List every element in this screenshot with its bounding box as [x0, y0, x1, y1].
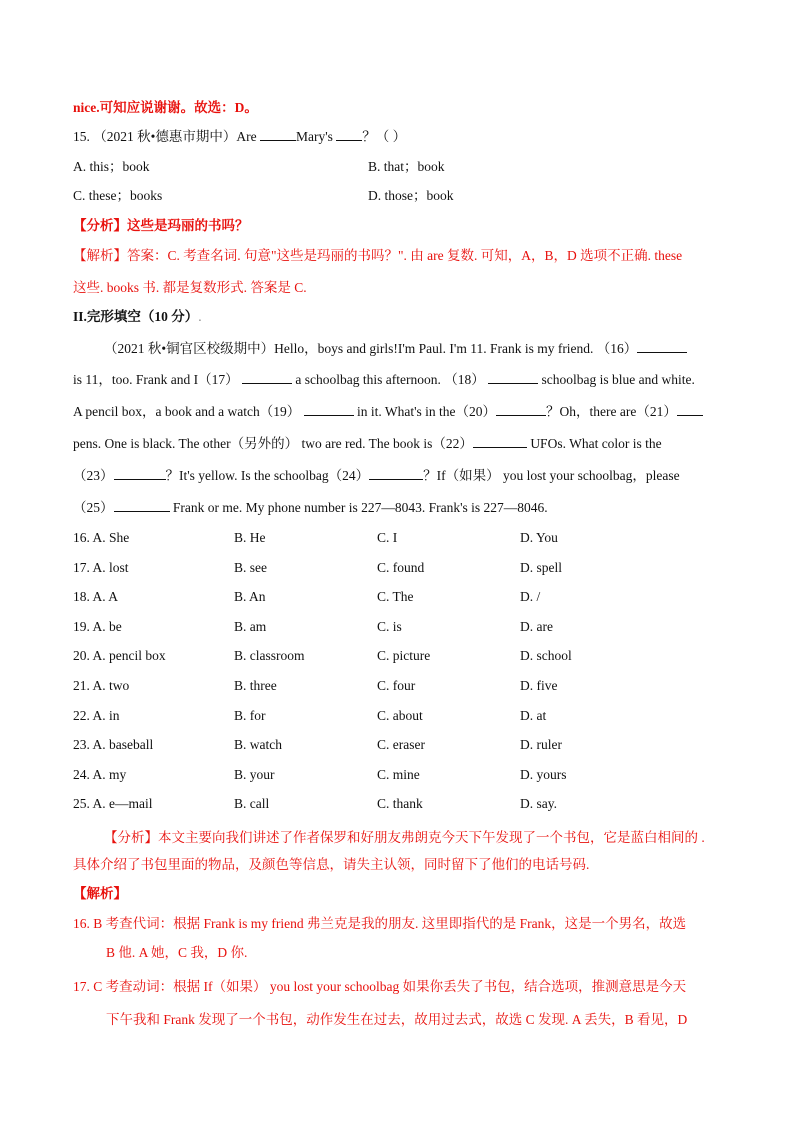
q15-option-c: C. these；books	[73, 188, 163, 203]
option-18-a: 18. A. A	[73, 589, 119, 605]
answer-16-line2: B 他. A 她，C 我，D 你.	[106, 945, 248, 960]
passage-line-3	[73, 402, 703, 422]
option-19-d: D. are	[520, 618, 553, 634]
answer-17-line2: 下午我和 Frank 发现了一个书包，动作发生在过去，故用过去式，故选 C 发现. A 丢失，B 看见，D	[106, 1012, 688, 1027]
passage-line-4	[73, 434, 662, 454]
passage-l6b: Frank or me. My phone number is 227—8043. Frank's is 227—8046.	[172, 500, 548, 515]
question-15	[73, 127, 406, 147]
option-23-c: C. eraser	[377, 737, 425, 753]
passage-line-1	[104, 339, 687, 359]
option-23-a: 23. A. baseball	[73, 737, 154, 753]
passage-l3b: in it. What's in the（20）	[356, 404, 497, 419]
option-17-a: 17. A. lost	[73, 559, 129, 575]
option-22-d: D. at	[520, 707, 547, 723]
option-24-c: C. mine	[377, 766, 420, 782]
option-24-b: B. your	[234, 766, 275, 782]
explain-header: 【解析】	[73, 886, 127, 901]
blank-21	[677, 402, 703, 416]
option-17-b: B. see	[234, 559, 267, 575]
option-20-c: C. picture	[377, 648, 431, 664]
option-19-b: B. am	[234, 618, 267, 634]
option-21-a: 21. A. two	[73, 678, 130, 693]
blank-18	[488, 370, 538, 384]
option-16-a: 16. A. She	[73, 530, 130, 545]
passage-l4a: pens. One is black. The other（另外的） two are red. The book is（22）	[73, 436, 473, 451]
option-18-c: C. The	[377, 589, 414, 605]
option-20-b: B. classroom	[234, 648, 305, 664]
option-16-d: D. You	[520, 530, 558, 545]
passage-l2c: schoolbag is blue and white.	[541, 372, 695, 387]
passage-l3c: ？Oh，there are（21）	[546, 404, 677, 419]
option-19-a: 19. A. be	[73, 618, 122, 634]
q15-prefix: 15. （2021 秋•德惠市期中）Are	[73, 129, 257, 144]
option-17-d: D. spell	[520, 559, 562, 575]
option-24-a: 24. A. my	[73, 766, 127, 782]
q15-option-b: B. that；book	[368, 159, 445, 174]
option-20-a: 20. A. pencil box	[73, 648, 166, 664]
option-19-c: C. is	[377, 618, 402, 634]
option-23-d: D. ruler	[520, 737, 562, 753]
option-25-a: 25. A. e—mail	[73, 796, 153, 812]
blank-19	[304, 402, 354, 416]
q15-mid: Mary's	[295, 129, 333, 144]
section-2-title-dot: .	[198, 309, 202, 324]
option-22-c: C. about	[377, 707, 423, 723]
option-20-d: D. school	[520, 648, 572, 664]
option-16-b: B. He	[234, 530, 266, 545]
option-23-b: B. watch	[234, 737, 282, 753]
blank-25	[114, 498, 170, 512]
blank-24	[369, 466, 423, 480]
passage-l4b: UFOs. What color is the	[530, 436, 662, 451]
option-22-a: 22. A. in	[73, 707, 120, 723]
blank-23	[114, 466, 166, 480]
answer-17-line1: 17. C 考查动词：根据 If（如果） you lost your schoolbag 如果你丢失了书包，结合选项，推测意思是今天	[73, 979, 687, 994]
option-25-b: B. call	[234, 796, 270, 812]
option-16-c: C. I	[377, 530, 398, 545]
passage-l5a: （23）	[73, 468, 114, 483]
option-24-d: D. yours	[520, 766, 567, 782]
passage-l6a: （25）	[73, 500, 114, 515]
q15-suffix: ？（ ）	[362, 129, 407, 144]
blank-20	[496, 402, 546, 416]
q15-explain-line2: 这些. books 书. 都是复数形式. 答案是 C.	[73, 280, 307, 295]
option-25-c: C. thank	[377, 796, 423, 812]
passage-l3a: A pencil box，a book and a watch（19）	[73, 404, 301, 419]
option-18-d: D. /	[520, 589, 541, 605]
q15-option-a: A. this；book	[73, 159, 150, 174]
blank-17	[242, 370, 292, 384]
q15-blank-2	[336, 127, 362, 141]
section-2-title	[73, 307, 202, 327]
answer-16-line1: 16. B 考查代词：根据 Frank is my friend 弗兰克是我的朋友. 这里即指代的是 Frank，这是一个男名，故选	[73, 916, 687, 931]
passage-line-5	[73, 466, 680, 486]
section-2-title-text: II.完形填空（10 分）	[73, 309, 199, 324]
q15-option-d: D. those；book	[368, 188, 454, 203]
passage-analysis-line2: 具体介绍了书包里面的物品，及颜色等信息，请失主认领，同时留下了他们的电话号码.	[73, 857, 590, 872]
q15-explain-line1: 【解析】答案：C. 考查名词. 句意"这些是玛丽的书吗？". 由 are 复数. 可知，A，B，D 选项不正确. these	[73, 248, 683, 263]
option-21-b: B. three	[234, 678, 277, 693]
passage-l1a: （2021 秋•铜官区校级期中）Hello，boys and girls!I'm Paul. I'm 11. Frank is my friend. （16）	[104, 341, 638, 356]
q15-analysis: 【分析】这些是玛丽的书吗？	[73, 218, 249, 233]
option-25-d: D. say.	[520, 796, 557, 812]
blank-22	[473, 434, 527, 448]
option-22-b: B. for	[234, 707, 266, 723]
q15-blank-1	[260, 127, 296, 141]
passage-line-2	[73, 370, 695, 390]
top-note: nice.可知应说谢谢。故选：D。	[73, 100, 258, 115]
passage-l5b: ？It's yellow. Is the schoolbag（24）	[165, 468, 370, 483]
passage-l2a: is 11，too. Frank and I（17）	[73, 372, 239, 387]
passage-analysis-line1: 【分析】本文主要向我们讲述了作者保罗和好朋友弗朗克今天下午发现了一个书包，它是蓝白相间的 .	[104, 830, 705, 845]
passage-line-6	[73, 498, 548, 518]
option-21-d: D. five	[520, 678, 558, 693]
blank-16	[637, 339, 687, 353]
passage-l5c: ？If（如果） you lost your schoolbag，please	[423, 468, 680, 483]
option-18-b: B. An	[234, 589, 266, 605]
passage-l2b: a schoolbag this afternoon. （18）	[295, 372, 485, 387]
option-21-c: C. four	[377, 678, 416, 693]
option-17-c: C. found	[377, 559, 425, 575]
